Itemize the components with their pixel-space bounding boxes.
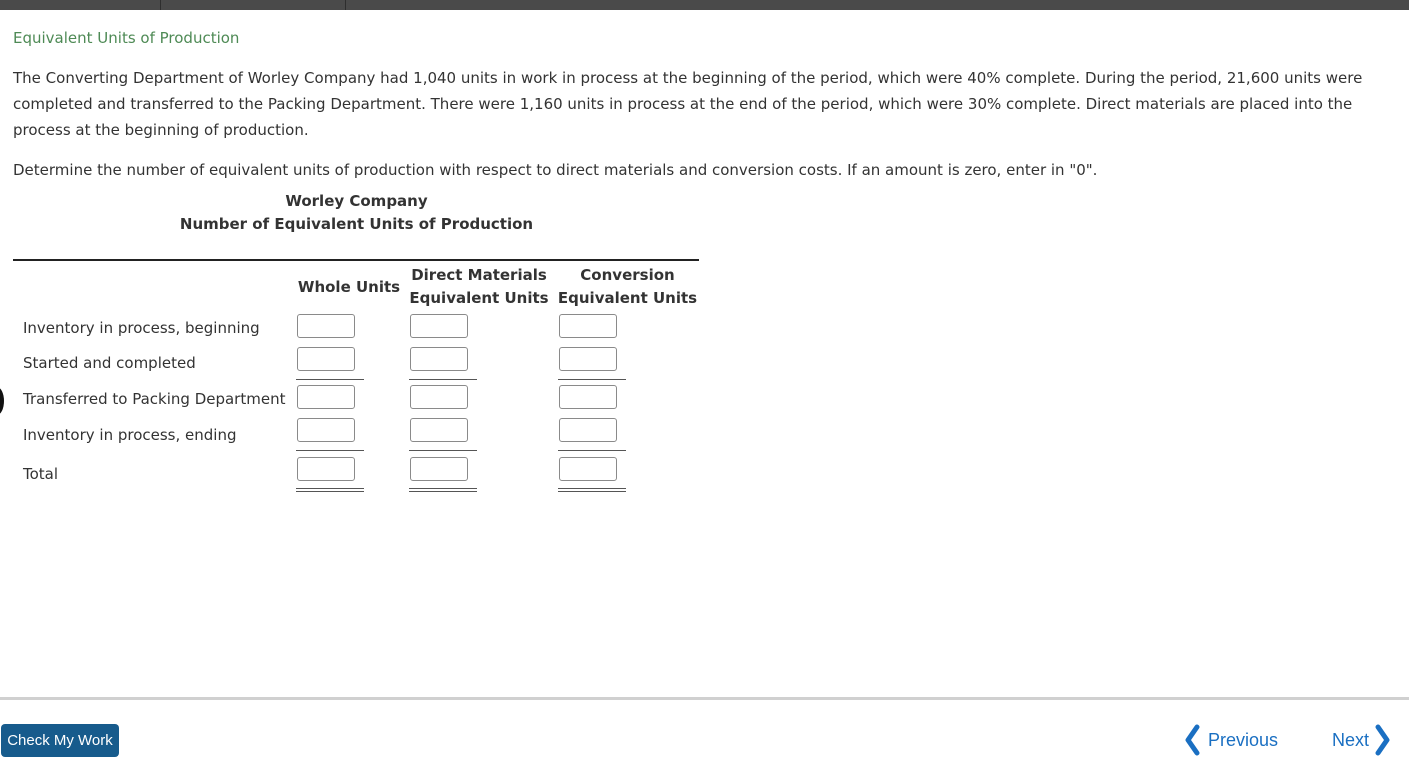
col-header-conv-line1: Conversion — [580, 266, 675, 284]
previous-button[interactable] — [1184, 722, 1278, 758]
col-header-dm-line1: Direct Materials — [411, 266, 547, 284]
row-label-started-completed: Started and completed — [23, 354, 196, 372]
input-total-dm-units[interactable] — [410, 457, 468, 481]
col-header-dm-line2: Equivalent Units — [409, 289, 549, 307]
input-ending-conversion-units[interactable] — [559, 418, 617, 442]
total-double-underline — [409, 488, 477, 492]
subtotal-underline — [296, 379, 364, 380]
input-started-dm-units[interactable] — [410, 347, 468, 371]
col-header-whole-units: Whole Units — [297, 278, 401, 296]
input-transferred-dm-units[interactable] — [410, 385, 468, 409]
top-bar-divider — [345, 0, 346, 10]
total-underline — [296, 450, 364, 451]
footer-divider — [0, 697, 1409, 700]
row-label-total: Total — [23, 465, 59, 483]
table-top-rule — [13, 259, 699, 261]
total-double-underline — [558, 488, 626, 492]
chevron-right-icon — [1375, 724, 1391, 756]
top-bar — [0, 0, 1409, 10]
input-transferred-whole-units[interactable] — [297, 385, 355, 409]
input-ending-dm-units[interactable] — [410, 418, 468, 442]
row-pointer-marker — [0, 387, 4, 415]
table-title: Number of Equivalent Units of Production — [179, 215, 534, 233]
total-underline — [558, 450, 626, 451]
input-transferred-conversion-units[interactable] — [559, 385, 617, 409]
col-header-conversion — [555, 264, 700, 310]
input-beginning-conversion-units[interactable] — [559, 314, 617, 338]
chevron-left-icon — [1184, 724, 1200, 756]
check-my-work-button[interactable]: Check My Work — [1, 724, 119, 757]
col-header-direct-materials — [405, 264, 553, 310]
total-double-underline — [296, 488, 364, 492]
input-started-conversion-units[interactable] — [559, 347, 617, 371]
col-header-conv-line2: Equivalent Units — [557, 289, 698, 307]
input-beginning-dm-units[interactable] — [410, 314, 468, 338]
input-ending-whole-units[interactable] — [297, 418, 355, 442]
problem-paragraph: The Converting Department of Worley Company had 1,040 units in work in process at the beginning of the period, which were 40% complete. During the period, 21,600 units were completed and transferred to the Packing Department. There were 1,160 units in process at the end of the period, which were 30% complete. Direct materials are placed into the process at the beginning of production. — [13, 69, 1363, 139]
subtotal-underline — [558, 379, 626, 380]
input-started-whole-units[interactable] — [297, 347, 355, 371]
total-underline — [409, 450, 477, 451]
input-total-conversion-units[interactable] — [559, 457, 617, 481]
instruction-paragraph: Determine the number of equivalent units of production with respect to direct materials and conversion costs. If an amount is zero, enter in "0". — [13, 161, 1098, 179]
section-title: Equivalent Units of Production — [13, 29, 240, 47]
previous-label: Previous — [1208, 729, 1279, 750]
company-name: Worley Company — [285, 192, 428, 210]
top-bar-divider — [160, 0, 161, 10]
next-label: Next — [1332, 729, 1370, 750]
input-total-whole-units[interactable] — [297, 457, 355, 481]
next-button[interactable] — [1332, 722, 1391, 758]
row-label-inventory-beginning: Inventory in process, beginning — [23, 319, 260, 337]
subtotal-underline — [409, 379, 477, 380]
row-label-inventory-ending: Inventory in process, ending — [23, 426, 237, 444]
row-label-transferred: Transferred to Packing Department — [23, 390, 286, 408]
input-beginning-whole-units[interactable] — [297, 314, 355, 338]
